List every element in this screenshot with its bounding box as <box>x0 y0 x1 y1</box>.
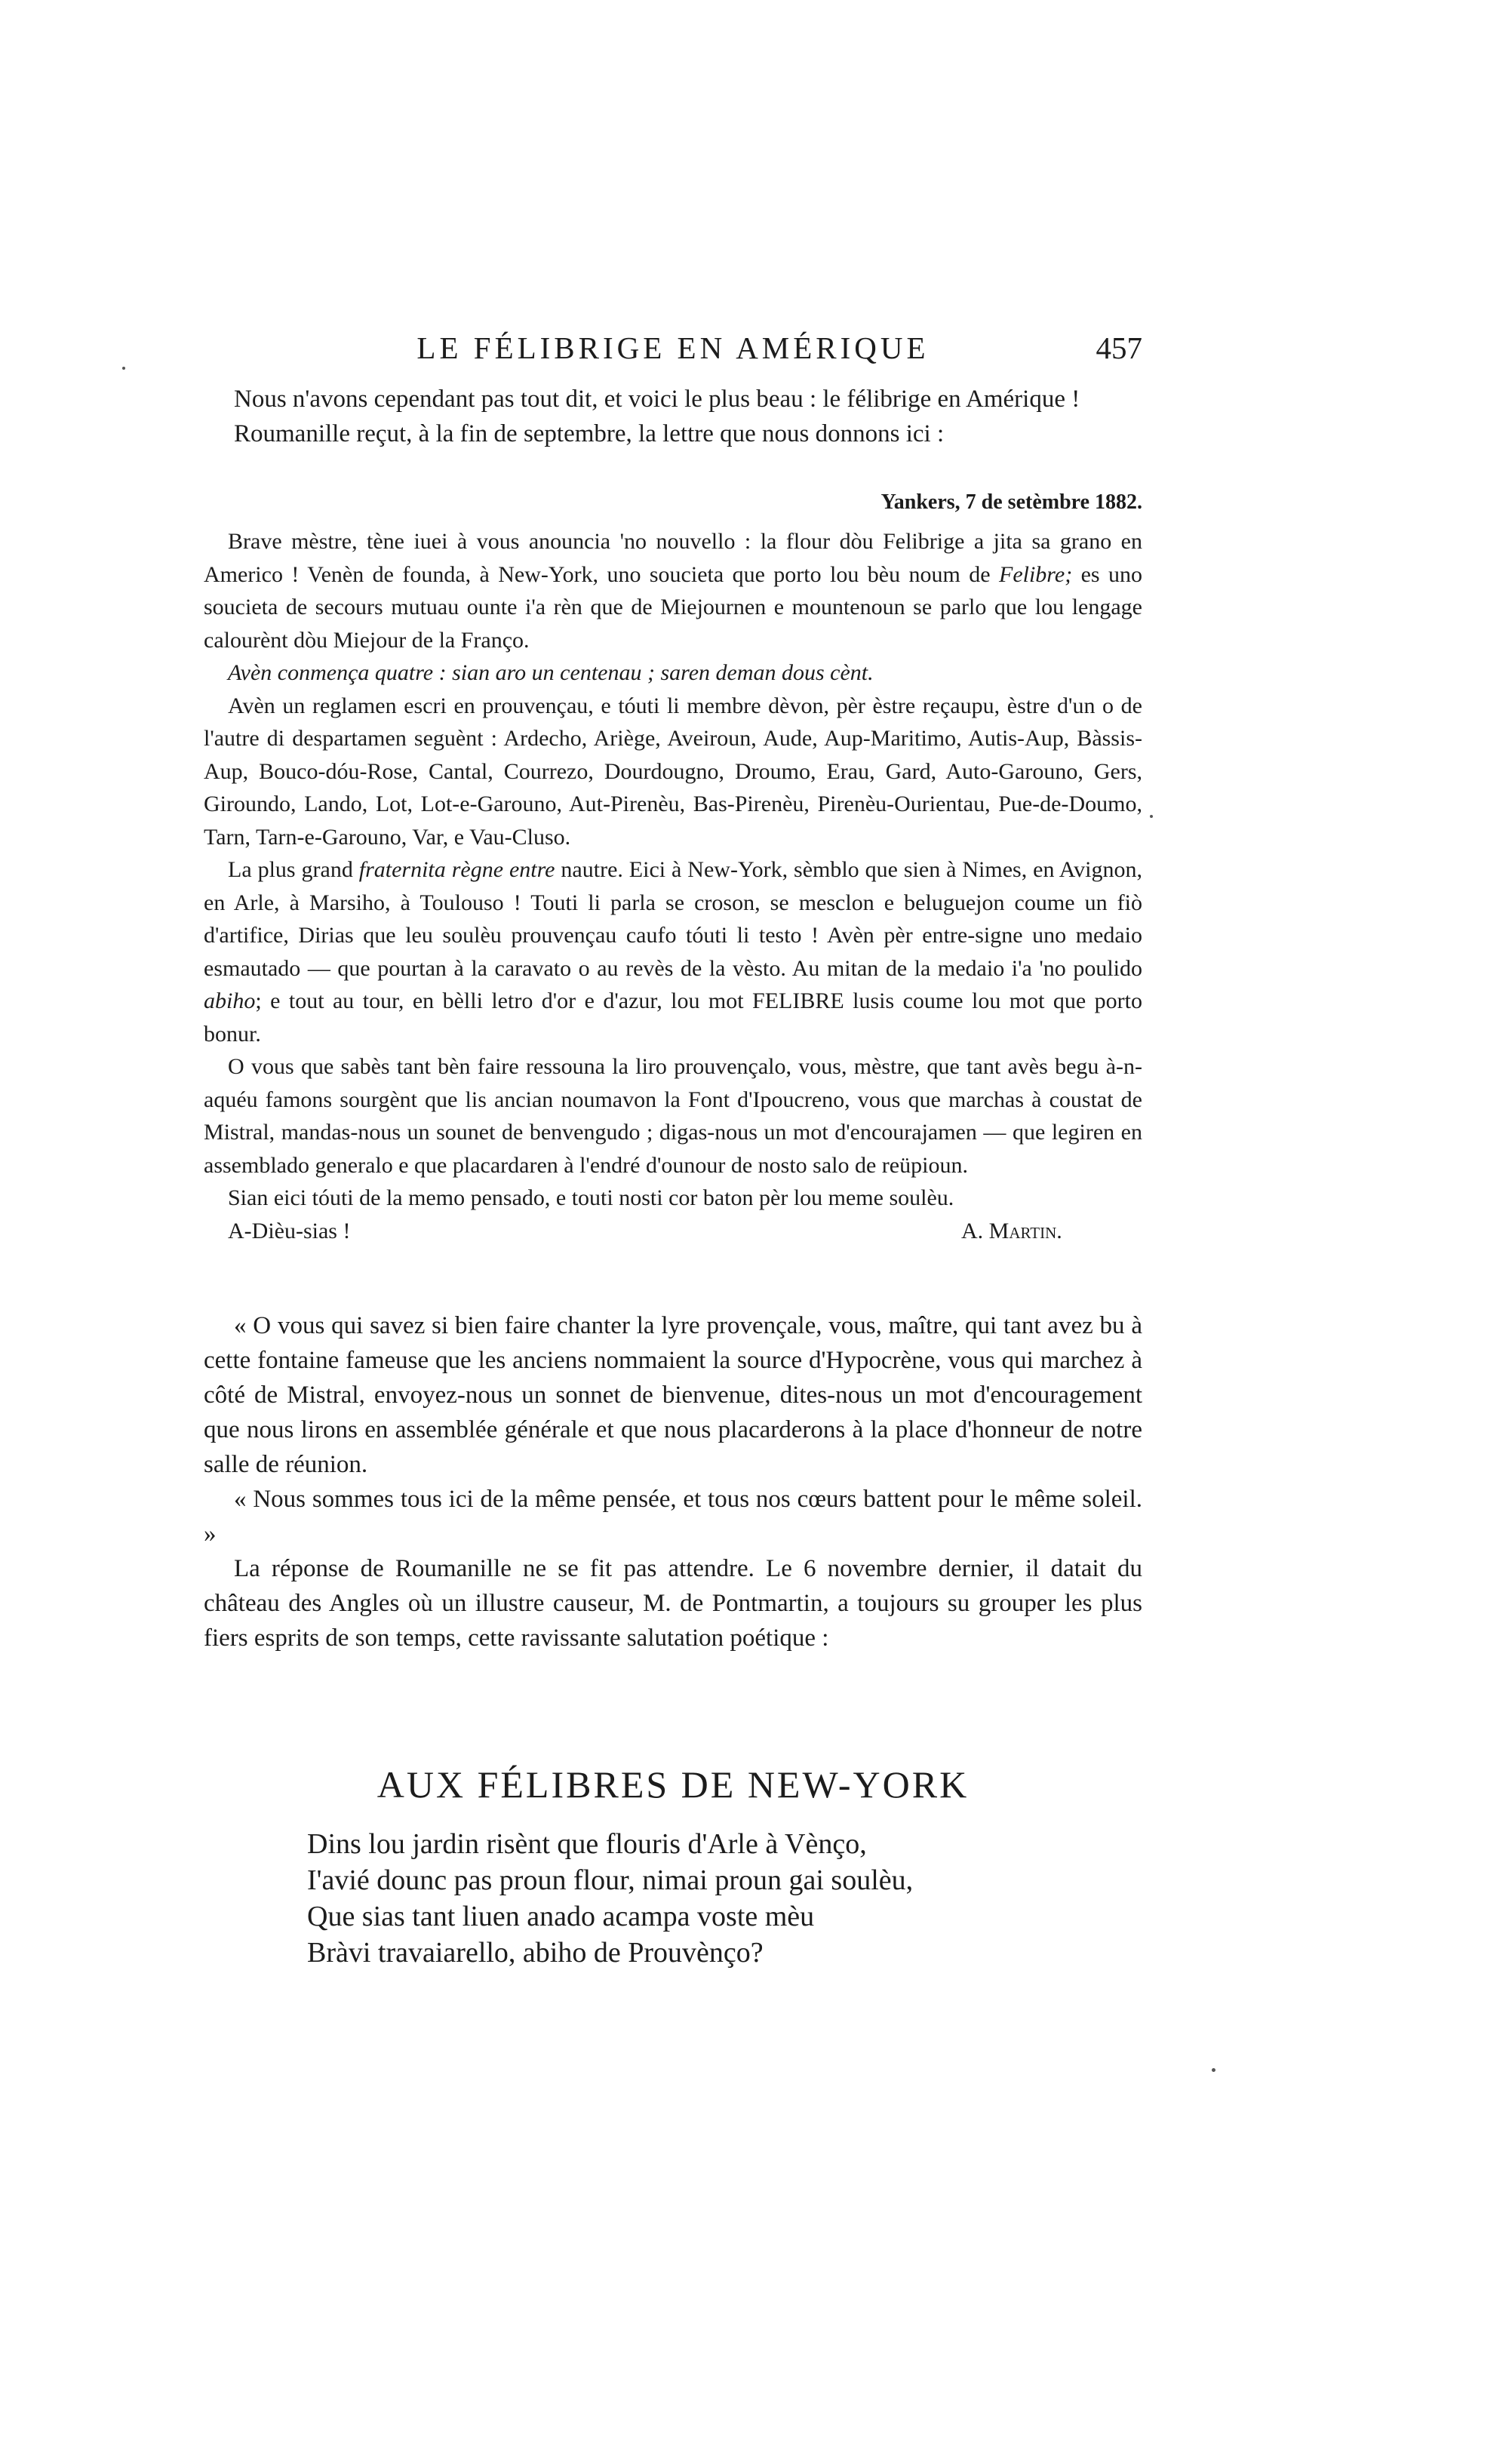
provencal-letter <box>204 487 1142 1248</box>
letter-paragraph <box>204 525 1142 656</box>
letter-text: nautre. Eici à New-York, sèmblo que sien à Nimes, en Avignon, en Arle, à Marsiho, à Toulouso ! Touti li parla se croson, se mesclon e beluguejon coume un fiò d'artifice, Dirias que leu soulèu prouvençau caufo tóuti li testo ! Avèn pèr entre-signe uno medaio esmautado — que pourtan à la caravato o au revès de la vèsto. Au mitan de la medaio i'a 'no poulido <box>204 857 1143 981</box>
translation-section <box>204 1308 1142 1655</box>
page-number: 457 <box>1096 330 1142 365</box>
letter-paragraph: Avèn un reglamen escri en prouvençau, e tóuti li membre dèvon, pèr èstre reçaupu, èstre d'un o de l'autre di despartamen seguènt : Ardecho, Ariège, Aveiroun, Aude, Aup-Maritimo, Autis-Aup, Bàssis-Aup, Bouco-dóu-Rose, Cantal, Courrezo, Dourdougno, Droumo, Erau, Gard, Auto-Garouno, Gers, Giroundo, Lando, Lot, Lot-e-Garouno, Aut-Pirenèu, Bas-Pirenèu, Pirenèu-Ourientau, Pue-de-Doumo, Tarn, Tarn-e-Garouno, Var, e Vau-Cluso. <box>204 693 1142 850</box>
letter-text: La plus grand <box>228 857 353 882</box>
intro-section <box>204 382 1142 1248</box>
poem-title: AUX FÉLIBRES DE NEW-YORK <box>376 1763 970 1806</box>
translation-paragraph: « O vous qui savez si bien faire chanter la lyre provençale, vous, maître, qui tant avez bu à cette fontaine fameuse que les anciens nommaient la source d'Hypocrène, vous qui marchez à côté de Mistral, envoyez-nous un sonnet de bienvenue, dites-nous un mot d'encouragement que nous lirons en assemblée générale et que nous placarderons à la place d'honneur de notre salle de réunion. <box>204 1312 1142 1478</box>
response-paragraph: La réponse de Roumanille ne se fit pas attendre. Le 6 novembre dernier, il datait du château des Angles où un illustre causeur, M. de Pontmartin, a toujours su grouper les plus fiers esprits de son temps, cette ravissante salutation poétique : <box>204 1555 1142 1652</box>
letter-text: ; e tout au tour, en bèlli letro d'or e d'azur, lou mot FELIBRE lusis coume lou mot que porto bonur. <box>204 988 1142 1047</box>
translation-paragraph: « Nous sommes tous ici de la même pensée, et tous nos cœurs battent pour le même soleil. » <box>204 1486 1142 1548</box>
poem-line: I'avié dounc pas proun flour, nimai proun gai soulèu, <box>307 1864 914 1896</box>
letter-date: Yankers, 7 de setèmbre 1882. <box>880 490 1142 514</box>
letter-paragraph: Sian eici tóuti de la memo pensado, e touti nosti cor baton pèr lou meme soulèu. <box>228 1185 954 1210</box>
paper-speck <box>1212 2068 1215 2072</box>
poem-line: Que sias tant liuen anado acampa voste mèu <box>307 1901 815 1932</box>
paper-speck <box>122 367 125 370</box>
letter-signature: A. Martin. <box>961 1218 1062 1243</box>
paper-speck <box>1150 815 1153 818</box>
letter-text: Brave mèstre, tène iuei à vous anouncia 'no nouvello : la flour dòu Felibrige a jita sa grano en Americo ! Venèn de founda, à New-York, uno soucieta que porto lou bèu noum de <box>204 529 1142 587</box>
letter-closing-row <box>204 1215 1142 1248</box>
running-title: LE FÉLIBRIGE EN AMÉRIQUE <box>416 330 930 365</box>
poem <box>307 1826 913 1971</box>
letter-italic-line: Avèn conmença quatre : sian aro un centenau ; saren deman dous cènt. <box>228 660 874 685</box>
letter-italic-fraternita: fraternita règne entre <box>358 857 555 882</box>
letter-paragraph: O vous que sabès tant bèn faire ressouna la liro prouvençalo, vous, mèstre, que tant avès begu à-n-aquéu famons sourgènt que lis ancian noumavon la Font d'Ipoucreno, vous que marchas à coustat de Mistral, mandas-nous un sounet de benvengudo ; digas-nous un mot d'encourajamen — que legiren en assemblado generalo e que placardaren à l'endré d'ounour de nosto salo de reüpioun. <box>204 1054 1142 1178</box>
letter-text: es uno soucieta de secours mutuau ounte i'a rèn que de Miejournen e mountenoun se parlo que lou lengage calourènt dòu Miejour de la Franço. <box>204 561 1143 653</box>
poem-line: Bràvi travaiarello, abiho de Prouvènço? <box>307 1937 764 1969</box>
intro-paragraph: Roumanille reçut, à la fin de septembre, la lettre que nous donnons ici : <box>234 420 945 447</box>
letter-paragraph <box>204 853 1142 1050</box>
letter-italic-felibre: Felibre; <box>999 561 1073 587</box>
intro-paragraph: Nous n'avons cependant pas tout dit, et voici le plus beau : le félibrige en Amérique ! <box>234 386 1080 413</box>
letter-italic-abiho: abiho <box>204 988 256 1013</box>
letter-closing: A-Dièu-sias ! <box>228 1218 351 1243</box>
poem-line: Dins lou jardin risènt que flouris d'Arle à Vènço, <box>307 1828 867 1860</box>
